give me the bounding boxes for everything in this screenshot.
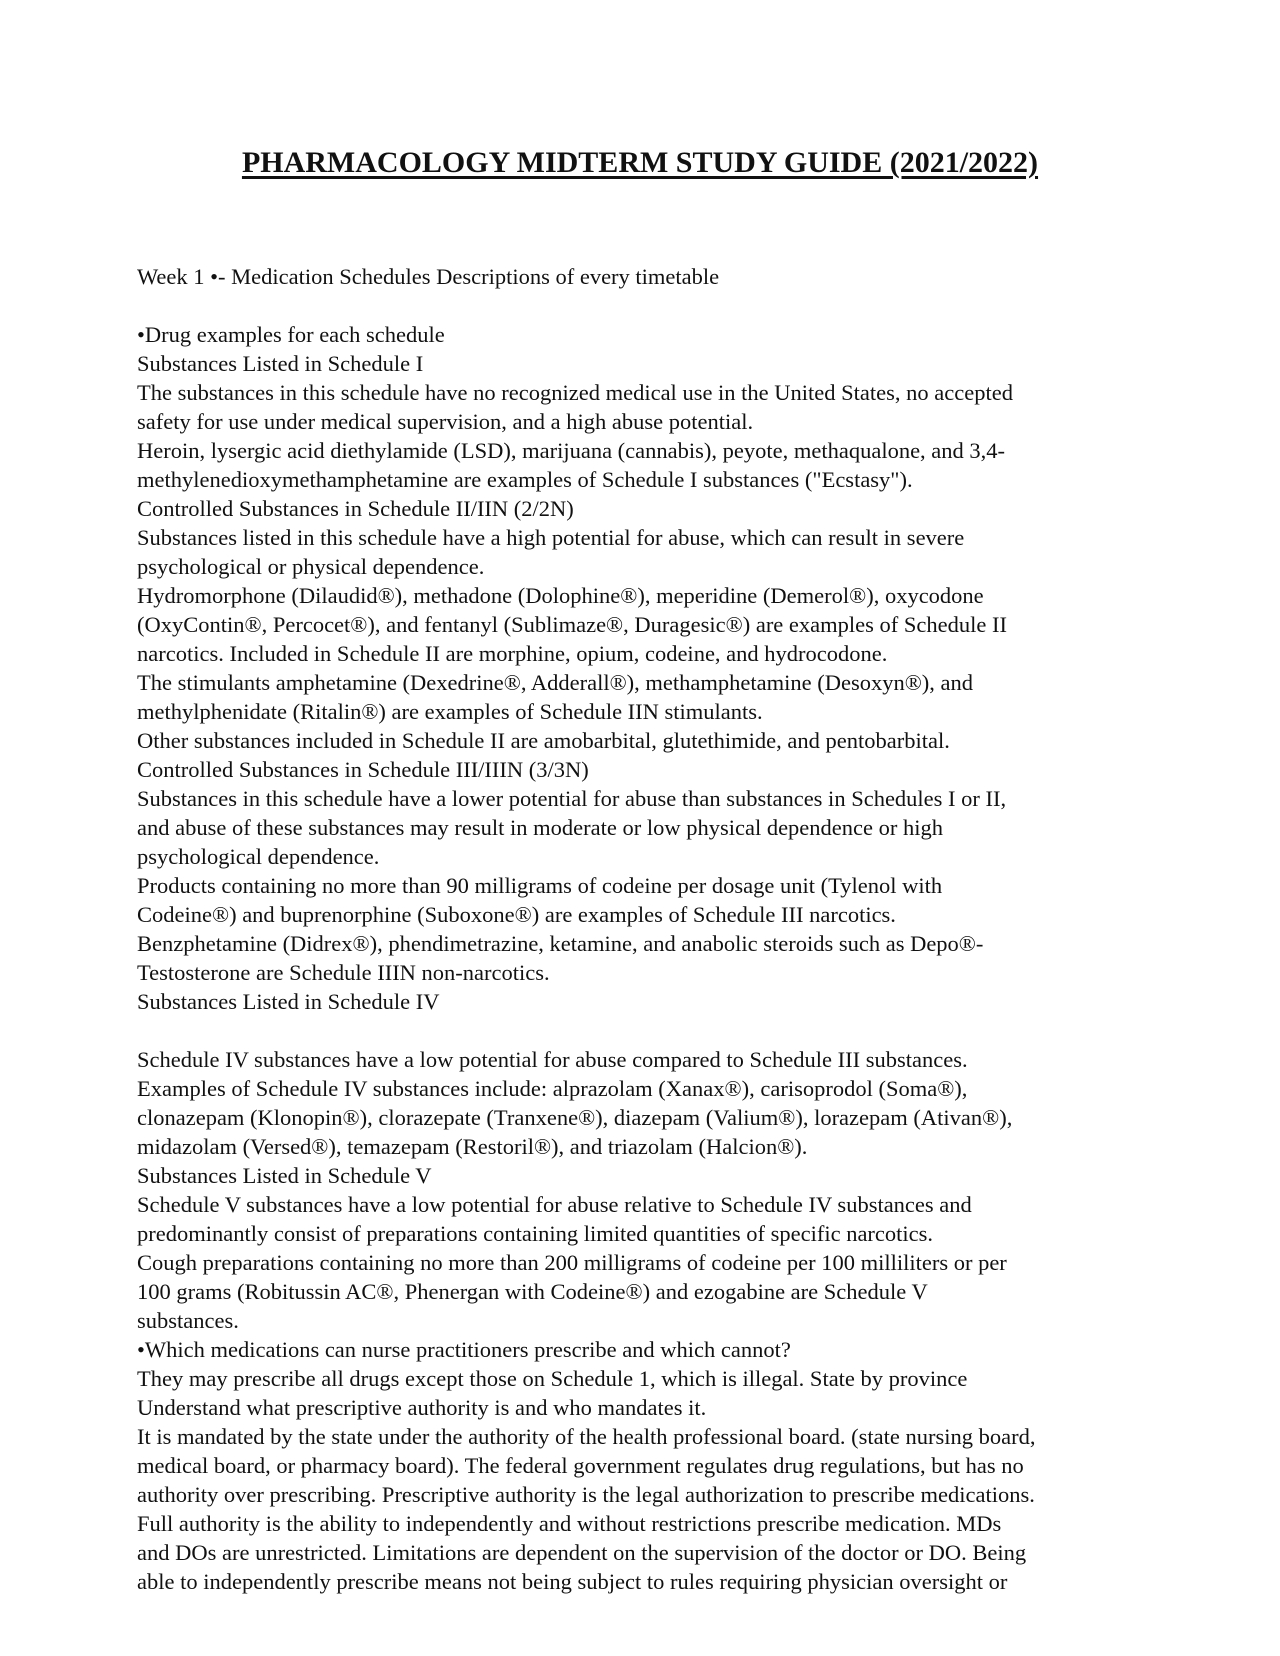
- document-title: PHARMACOLOGY MIDTERM STUDY GUIDE (2021/2022): [241, 146, 1039, 179]
- body-line: Substances Listed in Schedule V: [137, 1163, 432, 1188]
- body-line: midazolam (Versed®), temazepam (Restoril®), and triazolam (Halcion®).: [137, 1134, 808, 1159]
- body-line: Examples of Schedule IV substances include: alprazolam (Xanax®), carisoprodol (Soma®),: [137, 1076, 968, 1101]
- body-line: clonazepam (Klonopin®), clorazepate (Tranxene®), diazepam (Valium®), lorazepam (Ativan®),: [137, 1105, 1013, 1130]
- document-body: [137, 262, 1147, 1596]
- body-line: Products containing no more than 90 milligrams of codeine per dosage unit (Tylenol with: [137, 873, 943, 898]
- body-line: Substances in this schedule have a lower potential for abuse than substances in Schedules I or II,: [137, 786, 1007, 811]
- body-line: The stimulants amphetamine (Dexedrine®, Adderall®), methamphetamine (Desoxyn®), and: [137, 670, 974, 695]
- body-line: Understand what prescriptive authority is and who mandates it.: [137, 1395, 707, 1420]
- body-line: psychological or physical dependence.: [137, 554, 485, 579]
- body-line: Week 1 •- Medication Schedules Descriptions of every timetable: [137, 264, 720, 289]
- body-line: and abuse of these substances may result in moderate or low physical dependence or high: [137, 815, 944, 840]
- body-line: Codeine®) and buprenorphine (Suboxone®) are examples of Schedule III narcotics.: [137, 902, 896, 927]
- body-line: Substances Listed in Schedule I: [137, 351, 424, 376]
- body-line: authority over prescribing. Prescriptive authority is the legal authorization to prescribe medications.: [137, 1482, 1035, 1507]
- body-line: Controlled Substances in Schedule III/IIIN (3/3N): [137, 757, 589, 782]
- body-line: substances.: [137, 1308, 239, 1333]
- body-line: psychological dependence.: [137, 844, 380, 869]
- body-line: medical board, or pharmacy board). The federal government regulates drug regulations, but has no: [137, 1453, 1024, 1478]
- body-line: Cough preparations containing no more than 200 milligrams of codeine per 100 milliliters or per: [137, 1250, 1007, 1275]
- body-line: Schedule IV substances have a low potential for abuse compared to Schedule III substances.: [137, 1047, 968, 1072]
- body-line: 100 grams (Robitussin AC®, Phenergan with Codeine®) and ezogabine are Schedule V: [137, 1279, 928, 1304]
- body-line: and DOs are unrestricted. Limitations are dependent on the supervision of the doctor or DO. Being: [137, 1540, 1027, 1565]
- body-line: Benzphetamine (Didrex®), phendimetrazine, ketamine, and anabolic steroids such as Depo®-: [137, 931, 984, 956]
- body-line: They may prescribe all drugs except those on Schedule 1, which is illegal. State by province: [137, 1366, 968, 1391]
- body-line: •Which medications can nurse practitioners prescribe and which cannot?: [137, 1337, 791, 1362]
- body-line: Schedule V substances have a low potential for abuse relative to Schedule IV substances and: [137, 1192, 972, 1217]
- blank-line: [137, 1016, 1147, 1045]
- body-line: Heroin, lysergic acid diethylamide (LSD), marijuana (cannabis), peyote, methaqualone, and 3,4-: [137, 438, 1006, 463]
- blank-line: [137, 291, 1147, 320]
- body-line: narcotics. Included in Schedule II are morphine, opium, codeine, and hydrocodone.: [137, 641, 888, 666]
- body-line: The substances in this schedule have no recognized medical use in the United States, no accepted: [137, 380, 1013, 405]
- body-line: safety for use under medical supervision, and a high abuse potential.: [137, 409, 754, 434]
- body-line: predominantly consist of preparations containing limited quantities of specific narcotics.: [137, 1221, 934, 1246]
- body-line: methylphenidate (Ritalin®) are examples of Schedule IIN stimulants.: [137, 699, 763, 724]
- body-line: Hydromorphone (Dilaudid®), methadone (Dolophine®), meperidine (Demerol®), oxycodone: [137, 583, 984, 608]
- body-line: Full authority is the ability to independently and without restrictions prescribe medication. MDs: [137, 1511, 1002, 1536]
- body-line: methylenedioxymethamphetamine are examples of Schedule I substances ("Ecstasy").: [137, 467, 913, 492]
- body-line: Other substances included in Schedule II are amobarbital, glutethimide, and pentobarbital.: [137, 728, 950, 753]
- body-line: Controlled Substances in Schedule II/IIN (2/2N): [137, 496, 574, 521]
- body-line: •Drug examples for each schedule: [137, 322, 445, 347]
- body-line: able to independently prescribe means not being subject to rules requiring physician oversight or: [137, 1569, 1008, 1594]
- body-line: Substances Listed in Schedule IV: [137, 989, 440, 1014]
- body-line: Substances listed in this schedule have a high potential for abuse, which can result in severe: [137, 525, 965, 550]
- body-line: It is mandated by the state under the authority of the health professional board. (state nursing board,: [137, 1424, 1036, 1449]
- body-line: (OxyContin®, Percocet®), and fentanyl (Sublimaze®, Duragesic®) are examples of Schedule II: [137, 612, 1007, 637]
- body-line: Testosterone are Schedule IIIN non-narcotics.: [137, 960, 550, 985]
